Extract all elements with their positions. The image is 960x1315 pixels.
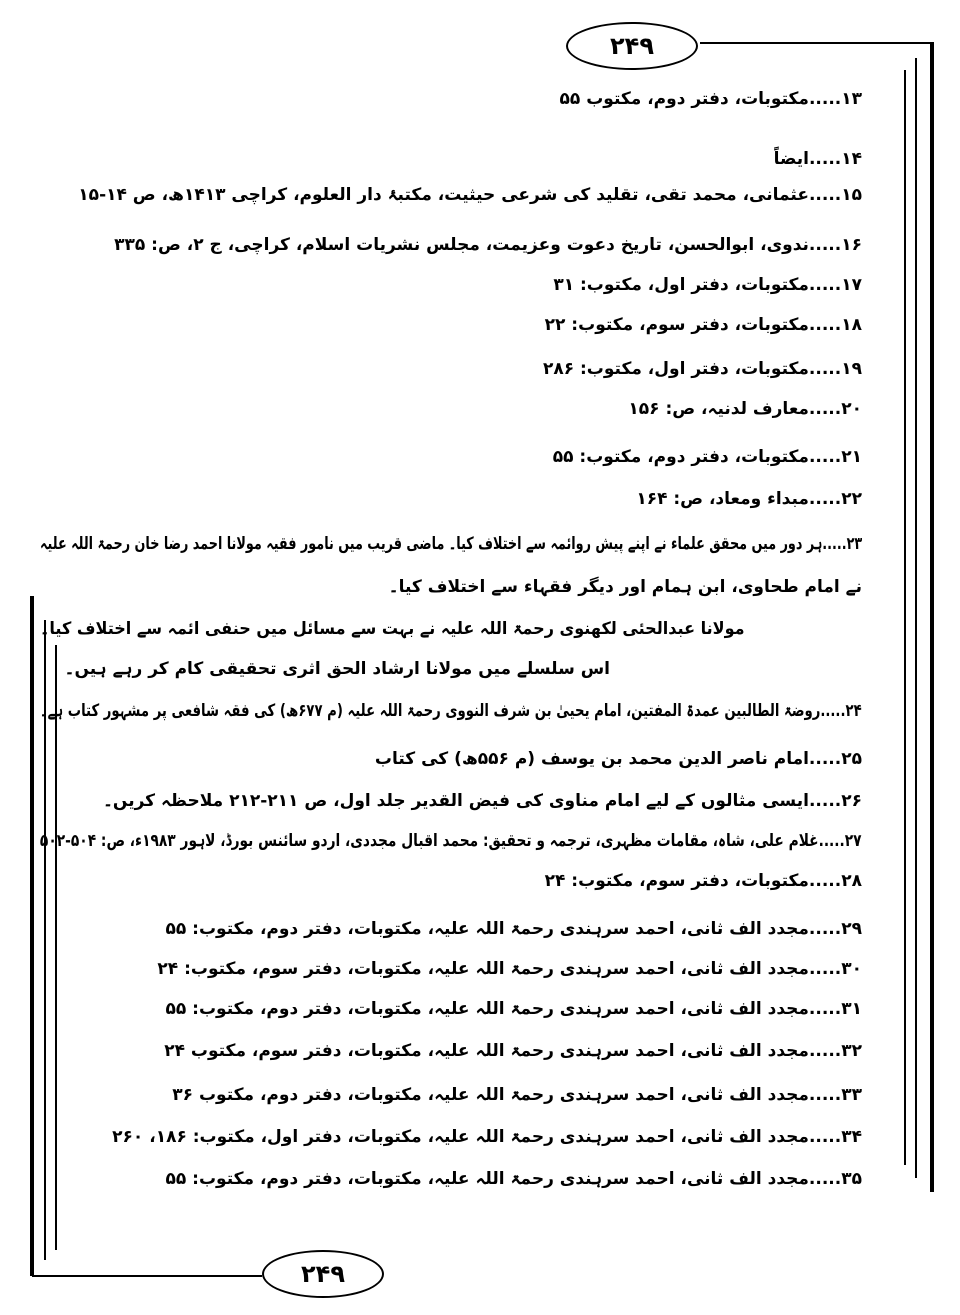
note-16: ۱۶.....ندوی، ابوالحسن، تاریخ دعوت وعزیمت، مجلس نشریات اسلام، کراچی، ج ۲، ص: ۳۳۵ — [114, 235, 862, 255]
note-26: ۲۶.....ایسی مثالوں کے لیے امام مناوی کی فیض القدیر جلد اول، ص ۲۱۱-۲۱۲ ملاحظہ کریں۔ — [102, 791, 862, 811]
top-border-rule — [700, 42, 932, 44]
note-31: ۳۱.....مجدد الف ثانی، احمد سرہندی رحمۃ اللہ علیہ، مکتوبات، دفتر دوم، مکتوب: ۵۵ — [165, 999, 862, 1019]
note-17: ۱۷.....مکتوبات، دفتر اول، مکتوب: ۳۱ — [553, 275, 862, 295]
page-number-top: ۲۴۹ — [566, 22, 698, 70]
note-21: ۲۱.....مکتوبات، دفتر دوم، مکتوب: ۵۵ — [552, 447, 862, 467]
note-23-line-3: مولانا عبدالحئی لکھنوی رحمۃ اللہ علیہ نے بہت سے مسائل میں حنفی ائمہ سے اختلاف کیا۔ — [40, 619, 745, 639]
left-border-outer — [30, 596, 34, 1276]
left-border-innermost — [55, 645, 57, 1250]
note-20: ۲۰.....معارف لدنیہ، ص: ۱۵۶ — [628, 399, 862, 419]
right-border-innermost — [904, 70, 906, 1165]
note-35: ۳۵.....مجدد الف ثانی، احمد سرہندی رحمۃ اللہ علیہ، مکتوبات، دفتر دوم، مکتوب: ۵۵ — [165, 1169, 862, 1189]
note-25: ۲۵.....امام ناصر الدین محمد بن یوسف (م ۵۵۶ھ) کی کتاب — [374, 749, 862, 769]
right-border-outer — [930, 42, 934, 1192]
note-24: ۲۴.....روضۃ الطالبین عمدۃ المفتین، امام یحییٰ بن شرف النووی رحمۃ اللہ علیہ (م ۶۷۷ھ) کی فقہ شافعی پر مشہور کتاب ہے۔ — [40, 701, 862, 721]
note-13: ۱۳.....مکتوبات، دفتر دوم، مکتوب ۵۵ — [559, 89, 862, 109]
note-32: ۳۲.....مجدد الف ثانی، احمد سرہندی رحمۃ اللہ علیہ، مکتوبات، دفتر سوم، مکتوب ۲۴ — [164, 1041, 862, 1061]
note-23-line-2: نے امام طحاوی، ابن ہمام اور دیگر فقہاء سے اختلاف کیا۔ — [388, 577, 862, 597]
page-number-bottom: ۲۴۹ — [262, 1250, 384, 1298]
note-23: ۲۳.....ہر دور میں محقق علماء نے اپنے پیش روائمہ سے اختلاف کیا۔ ماضی قریب میں نامور فقیہ مولانا احمد رضا خان رحمۃ اللہ علیہ — [39, 534, 862, 554]
note-18: ۱۸.....مکتوبات، دفتر سوم، مکتوب: ۲۲ — [544, 315, 862, 335]
note-29: ۲۹.....مجدد الف ثانی، احمد سرہندی رحمۃ اللہ علیہ، مکتوبات، دفتر دوم، مکتوب: ۵۵ — [165, 919, 862, 939]
note-22: ۲۲.....مبداء ومعاد، ص: ۱۶۴ — [636, 489, 862, 509]
note-15: ۱۵.....عثمانی، محمد تقی، تقلید کی شرعی حیثیت، مکتبۂ دار العلوم، کراچی ۱۴۱۳ھ، ص ۱۴-۱۵ — [78, 185, 862, 205]
note-14: ۱۴.....ایضاً — [773, 149, 862, 169]
right-border-inner — [915, 58, 917, 1178]
note-28: ۲۸.....مکتوبات، دفتر سوم، مکتوب: ۲۴ — [544, 871, 862, 891]
note-19: ۱۹.....مکتوبات، دفتر اول، مکتوب: ۲۸۶ — [542, 359, 862, 379]
note-34: ۳۴.....مجدد الف ثانی، احمد سرہندی رحمۃ اللہ علیہ، مکتوبات، دفتر اول، مکتوب: ۱۸۶، ۲۶۰ — [112, 1127, 862, 1147]
note-23-line-4: اس سلسلے میں مولانا ارشاد الحق اثری تحقیقی کام کر رہے ہیں۔ — [64, 659, 610, 679]
bottom-border-rule — [32, 1275, 262, 1277]
note-27: ۲۷.....غلام علی، شاہ، مقامات مظہری، ترجمہ و تحقیق: محمد اقبال مجددی، اردو سائنس بورڈ، لاہور ۱۹۸۳ء، ص: ۵۰۴-۵۰۲ — [40, 831, 862, 851]
note-30: ۳۰.....مجدد الف ثانی، احمد سرہندی رحمۃ اللہ علیہ، مکتوبات، دفتر سوم، مکتوب: ۲۴ — [157, 959, 862, 979]
note-33: ۳۳.....مجدد الف ثانی، احمد سرہندی رحمۃ اللہ علیہ، مکتوبات، دفتر دوم، مکتوب ۳۶ — [172, 1085, 862, 1105]
